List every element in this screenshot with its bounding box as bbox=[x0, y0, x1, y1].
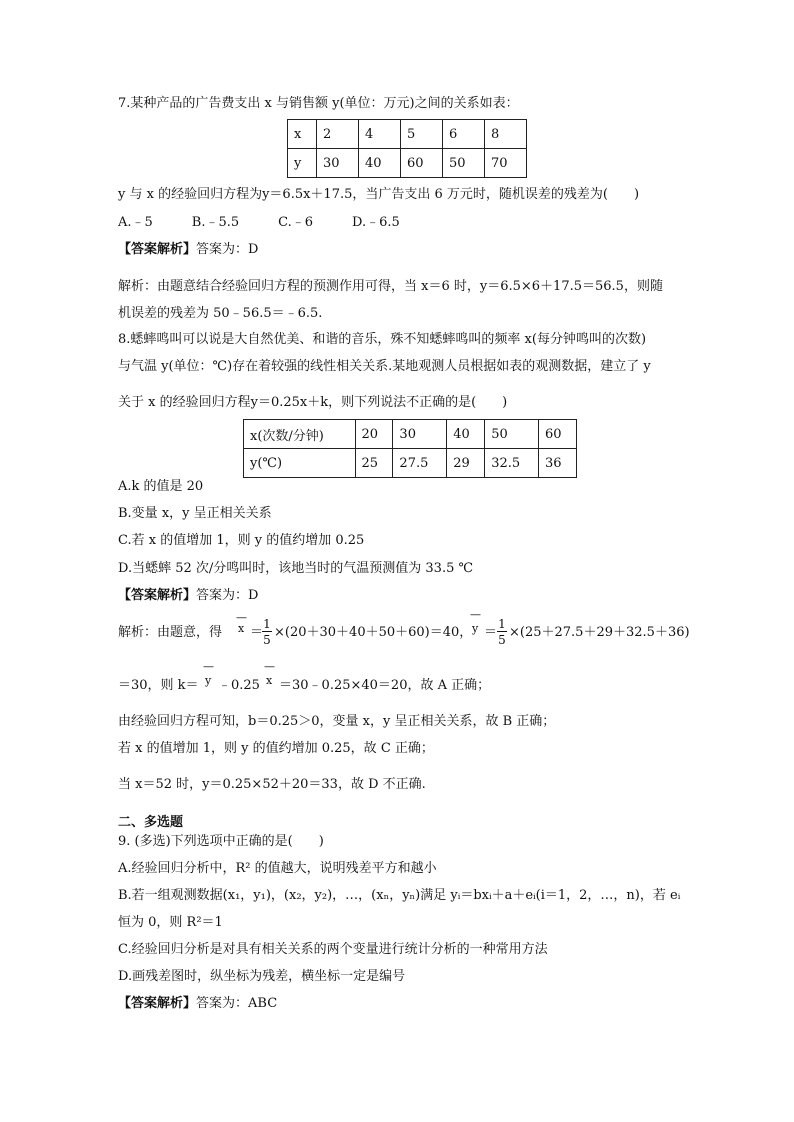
table-cell: 6 bbox=[442, 120, 484, 149]
table-cell: 5 bbox=[400, 120, 442, 149]
table-cell: 4 bbox=[358, 120, 400, 149]
fraction-numerator: 1 bbox=[263, 617, 271, 631]
answer-tag: 【答案解析】 bbox=[118, 242, 197, 257]
q8-explanation-2e: ＝30﹣0.25×40＝20，故 A 正确； bbox=[279, 678, 491, 693]
answer-text: 答案为：D bbox=[196, 588, 259, 603]
table-cell: 60 bbox=[400, 149, 442, 178]
q9-option-c: C.经验回归分析是对具有相关关系的两个变量进行统计分析的一种常用方法 bbox=[118, 942, 548, 957]
table-cell: 50 bbox=[485, 420, 539, 449]
table-cell: 60 bbox=[539, 420, 577, 449]
section-heading: 二、多选题 bbox=[118, 815, 184, 830]
q7-answer bbox=[118, 241, 258, 259]
q8-explanation-4: 若 x 的值增加 1，则 y 的值约增加 0.25，故 C 正确； bbox=[118, 741, 434, 756]
table-cell: 30 bbox=[316, 149, 358, 178]
fraction-denominator: 5 bbox=[498, 633, 506, 647]
x-bar: x bbox=[266, 674, 273, 687]
q7-explanation-2: 机误差的残差为 50﹣56.5＝﹣6.5. bbox=[118, 306, 323, 321]
y-bar: y bbox=[472, 622, 479, 635]
equals: ＝ bbox=[484, 625, 498, 640]
x-bar: x bbox=[238, 622, 245, 635]
table-row bbox=[288, 149, 527, 178]
q8-explanation-2a: ＝30，则 k＝ bbox=[118, 678, 199, 693]
table-row bbox=[244, 420, 577, 449]
answer-tag: 【答案解析】 bbox=[118, 996, 197, 1011]
fraction-denominator: 5 bbox=[263, 633, 271, 647]
q9-answer bbox=[118, 995, 277, 1013]
q8-option-a: A.k 的值是 20 bbox=[118, 479, 204, 494]
table-cell: y(℃) bbox=[244, 449, 356, 478]
mean-bar: — bbox=[470, 608, 481, 621]
q9-option-a: A.经验回归分析中，R² 的值越大，说明残差平方和越小 bbox=[118, 861, 437, 876]
table-cell: 32.5 bbox=[485, 449, 539, 478]
table-cell: 27.5 bbox=[393, 449, 447, 478]
table-cell: 70 bbox=[484, 149, 526, 178]
equals: ＝ bbox=[250, 625, 264, 640]
mean-bar: — bbox=[236, 611, 247, 624]
q7-stem: 7.某种产品的广告费支出 x 与销售额 y(单位：万元)之间的关系如表： bbox=[118, 96, 519, 111]
q8-option-d: D.当蟋蟀 52 次/分鸣叫时，该地当时的气温预测值为 33.5 ℃ bbox=[118, 561, 474, 576]
table-cell: 36 bbox=[539, 449, 577, 478]
mean-bar: — bbox=[264, 660, 275, 673]
q8-explanation-3: 由经验回归方程可知，b＝0.25＞0，变量 x，y 呈正相关关系，故 B 正确； bbox=[118, 714, 556, 729]
q8-stem-2: 与气温 y(单位：℃)存在着较强的线性相关关系.某地观测人员根据如表的观测数据，建立了 y bbox=[118, 359, 651, 374]
q8-table bbox=[243, 419, 577, 478]
q9-option-d: D.画残差图时，纵坐标为残差，横坐标一定是编号 bbox=[118, 969, 406, 984]
q9-option-b-1: B.若一组观测数据(x₁，y₁)，(x₂，y₂)，…，(xₙ，yₙ)满足 yᵢ＝bxᵢ＋a＋eᵢ(i＝1，2，…，n)，若 eᵢ bbox=[118, 888, 681, 903]
q7-explanation-1: 解析：由题意结合经验回归方程的预测作用可得，当 x＝6 时，y＝6.5×6＋17.5＝56.5，则随 bbox=[118, 279, 663, 294]
table-cell: x(次数/分钟) bbox=[244, 420, 356, 449]
table-cell: 40 bbox=[358, 149, 400, 178]
table-cell: 25 bbox=[355, 449, 393, 478]
table-cell: 8 bbox=[484, 120, 526, 149]
q8-stem-3: 关于 x 的经验回归方程y＝0.25x＋k，则下列说法不正确的是( ) bbox=[118, 395, 508, 410]
q8-stem-1: 8.蟋蟀鸣叫可以说是大自然优美、和谐的音乐，殊不知蟋蟀鸣叫的频率 x(每分钟鸣叫的次数) bbox=[118, 332, 647, 347]
table-cell: y bbox=[288, 149, 317, 178]
mean-bar: — bbox=[203, 660, 214, 673]
table-cell: x bbox=[288, 120, 317, 149]
table-cell: 20 bbox=[355, 420, 393, 449]
q8-explanation-1: 解析：由题意，得 bbox=[118, 625, 223, 640]
table-cell: 50 bbox=[442, 149, 484, 178]
table-row bbox=[288, 120, 527, 149]
q8-option-b: B.变量 x，y 呈正相关关系 bbox=[118, 506, 272, 521]
answer-text: 答案为：ABC bbox=[196, 996, 278, 1011]
answer-text: 答案为：D bbox=[196, 242, 259, 257]
table-cell: 30 bbox=[393, 420, 447, 449]
q7-table bbox=[287, 119, 527, 178]
q9-option-b-2: 恒为 0，则 R²＝1 bbox=[118, 915, 223, 930]
q8-explanation-1-sum-y: ×(25＋27.5＋29＋32.5＋36) bbox=[509, 625, 690, 640]
y-bar: y bbox=[205, 674, 212, 687]
q7-options: A.﹣5 B.﹣5.5 C.﹣6 D.﹣6.5 bbox=[118, 215, 400, 230]
q8-explanation-1-sum: ×(20＋30＋40＋50＋60)＝40， bbox=[274, 625, 473, 640]
q8-explanation-5: 当 x＝52 时，y＝0.25×52＋20＝33，故 D 不正确. bbox=[118, 777, 426, 792]
q8-explanation-2c: ﹣0.25 bbox=[218, 678, 260, 693]
table-row bbox=[244, 449, 577, 478]
table-cell: 29 bbox=[447, 449, 485, 478]
fraction-numerator: 1 bbox=[498, 617, 506, 631]
q9-stem: 9. (多选)下列选项中正确的是( ) bbox=[118, 834, 324, 849]
answer-tag: 【答案解析】 bbox=[118, 588, 197, 603]
q8-answer bbox=[118, 587, 258, 605]
q7-line2: y 与 x 的经验回归方程为y＝6.5x＋17.5，当广告支出 6 万元时，随机误差的残差为( ) bbox=[118, 187, 640, 202]
table-cell: 40 bbox=[447, 420, 485, 449]
q8-option-c: C.若 x 的值增加 1，则 y 的值约增加 0.25 bbox=[118, 533, 365, 548]
table-cell: 2 bbox=[316, 120, 358, 149]
